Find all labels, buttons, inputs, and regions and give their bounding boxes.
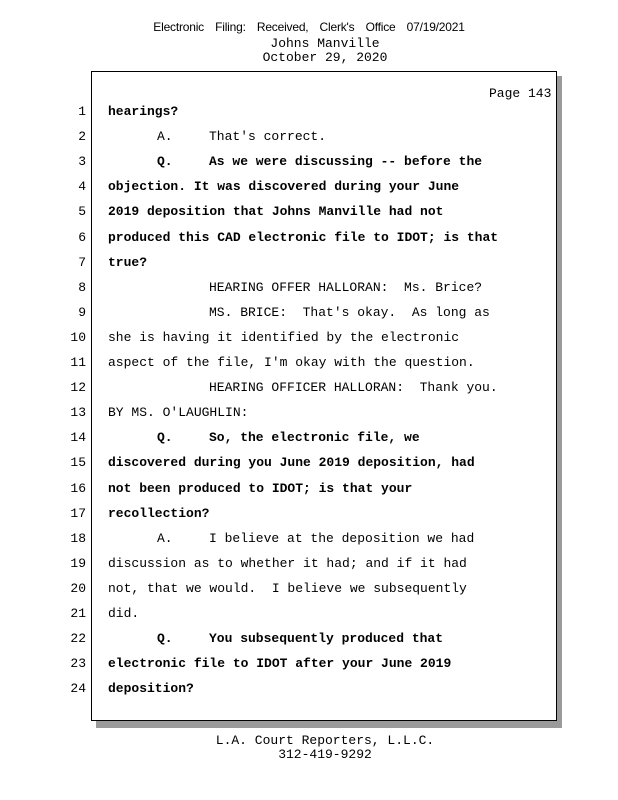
transcript-line (0, 606, 618, 631)
line-number: 6 (78, 229, 86, 245)
transcript-line (0, 430, 618, 455)
reporter-phone-footer: 312-419-9292 (278, 747, 372, 762)
line-number: 7 (78, 254, 86, 270)
transcript-line (0, 531, 618, 556)
transcript-line (0, 455, 618, 480)
transcript-line (0, 380, 618, 405)
transcript-line (0, 481, 618, 506)
line-text: not, that we would. I believe we subsequently (108, 580, 467, 596)
transcript-line (0, 355, 618, 380)
line-text: electronic file to IDOT after your June 2019 (108, 656, 452, 672)
line-number: 14 (70, 430, 86, 446)
line-number: 18 (70, 530, 86, 546)
line-text: not been produced to IDOT; is that your (108, 480, 413, 496)
transcript-line (0, 280, 618, 305)
line-text: Q. (157, 631, 173, 647)
line-number: 2 (78, 129, 86, 145)
transcript-line (0, 556, 618, 581)
line-text: BY MS. O'LAUGHLIN: (108, 405, 249, 421)
page-number: Page 143 (489, 86, 552, 101)
transcript-line (0, 104, 618, 129)
line-text: MS. BRICE: That's okay. As long as (209, 304, 490, 320)
line-text: HEARING OFFER HALLORAN: Ms. Brice? (209, 279, 483, 295)
line-number: 13 (70, 405, 86, 421)
line-text: hearings? (108, 104, 179, 119)
transcript-line (0, 506, 618, 531)
line-number: 4 (78, 179, 86, 195)
line-text: discovered during you June 2019 deposition, had (108, 455, 475, 471)
line-number: 23 (70, 656, 86, 672)
line-text: I believe at the deposition we had (209, 530, 475, 546)
line-number: 19 (70, 555, 86, 571)
date-header: October 29, 2020 (262, 50, 388, 65)
line-text: Q. (157, 154, 173, 170)
transcript-line (0, 581, 618, 606)
transcript-line (0, 330, 618, 355)
line-number: 12 (70, 380, 86, 396)
line-number: 1 (78, 104, 86, 119)
line-number: 9 (78, 304, 86, 320)
case-name-header: Johns Manville (270, 36, 380, 51)
line-number: 17 (70, 505, 86, 521)
line-text: objection. It was discovered during your June (108, 179, 460, 195)
line-text: 2019 deposition that Johns Manville had not (108, 204, 444, 220)
transcript-line (0, 656, 618, 681)
line-number: 24 (70, 681, 86, 697)
line-text: deposition? (108, 681, 194, 697)
transcript-line (0, 204, 618, 229)
filing-stamp: Electronic Filing: Received, Clerk's Office 07/19/2021 (153, 20, 465, 34)
line-text: As we were discussing -- before the (209, 154, 483, 170)
line-number: 16 (70, 480, 86, 496)
line-number: 5 (78, 204, 86, 220)
line-text: Q. (157, 430, 173, 446)
line-number: 3 (78, 154, 86, 170)
line-number: 8 (78, 279, 86, 295)
line-text: A. (157, 129, 173, 145)
transcript-line (0, 154, 618, 179)
line-text: aspect of the file, I'm okay with the question. (108, 355, 475, 370)
line-text: she is having it identified by the electronic (108, 329, 460, 345)
line-number: 10 (70, 329, 86, 345)
transcript-line (0, 129, 618, 154)
transcript-line (0, 631, 618, 656)
line-number: 11 (70, 355, 86, 370)
line-text: That's correct. (209, 129, 327, 145)
line-text: recollection? (108, 505, 210, 521)
line-text: true? (108, 254, 148, 270)
reporter-name-footer: L.A. Court Reporters, L.L.C. (215, 733, 435, 748)
transcript-line (0, 305, 618, 330)
transcript-line (0, 179, 618, 204)
line-text: So, the electronic file, we (209, 430, 420, 446)
line-number: 22 (70, 631, 86, 647)
line-text: produced this CAD electronic file to IDOT; is that (108, 229, 499, 245)
transcript-line (0, 405, 618, 430)
line-number: 20 (70, 580, 86, 596)
line-text: You subsequently produced that (209, 631, 444, 647)
line-number: 21 (70, 606, 86, 621)
line-text: HEARING OFFICER HALLORAN: Thank you. (209, 380, 498, 396)
line-text: discussion as to whether it had; and if it had (108, 555, 467, 571)
line-text: A. (157, 530, 173, 546)
transcript-line (0, 681, 618, 706)
line-number: 15 (70, 455, 86, 471)
line-text: did. (108, 606, 140, 621)
transcript-line (0, 230, 618, 255)
transcript-line (0, 255, 618, 280)
